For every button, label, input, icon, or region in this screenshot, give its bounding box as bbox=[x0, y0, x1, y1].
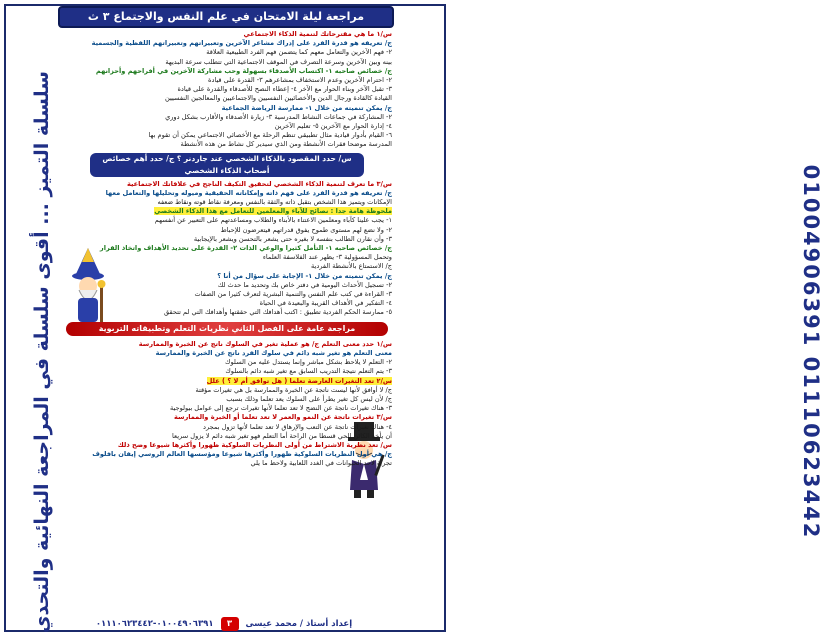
body-line: ٢- ولا نضع لهم مستوى طموح يفوق قدراتهم فيتعرضون للإحباط bbox=[220, 225, 392, 234]
footer-phones: ٠١٠٠٤٩٠٦٣٩١-٠١١١٠٦٢٣٤٤٢ bbox=[95, 619, 214, 629]
body-line: ج/ الاستمتاع بالأنشطة الفردية bbox=[310, 262, 392, 271]
body-line: ٤- التفكير في الأهداف القريبة والبعيدة في الحياة bbox=[259, 299, 392, 308]
body-line: ٤- هناك تغيرات ناتجة عن التعب والإرهاق لا تعد تعلما لأنها تزول بمجرد bbox=[203, 422, 392, 431]
body-line: ٢- المشاركة في جماعات النشاط المدرسية ٣- زيارة الأصدقاء والأقارب بشكل دوري bbox=[165, 112, 392, 121]
body-line: تجربة لاحد الحيوانات في الغدد اللعابية ولاحظ ما يلي bbox=[250, 459, 392, 468]
body-line: ج/ خصائص صاحبه ١- اكتساب الأصدقاء بسهولة وحب مشاركة الآخرين في أفراحهم وأحزانهم bbox=[95, 66, 392, 75]
page-footer bbox=[84, 614, 364, 634]
body-line: ج/ لأن ليس كل تغير يطرأ على السلوك يعد تعلما وذلك بسبب bbox=[226, 394, 392, 403]
body-line: ٢- تسجيل الأحداث اليومية في دفتر خاص بك وتحديد ما حدث لك bbox=[217, 280, 392, 289]
body-line: ج/ يمكن تنميته من خلال ١- ممارسة الرياضة الجماعية bbox=[221, 103, 392, 112]
question-line: س/٣ تغيرات ناتجة عن النمو والعمر لا تعد تعلما أو الخبرة والممارسة bbox=[173, 413, 392, 422]
question-line: س/٣ ما تعرف لتنمية الذكاء الشخصي لتحقيق التكيف الناجح في علاقاتك الاجتماعية bbox=[126, 179, 392, 188]
body-line: ج/ خصائص صاحبه ١- التأمل كثيرا والوعي الذات ٢- القدرة على تحديد الأهداف واتخاذ القرار bbox=[99, 244, 392, 253]
right-side-band bbox=[396, 32, 823, 616]
body-line: ٢- فهم الآخرين والتعامل معهم كما يتضمن فهم الفرد الطبيعية العلاقة bbox=[206, 48, 392, 57]
body-line: ٢- التعلم لا يلاحظ بشكل مباشر وإنما يستدل عليه من السلوك bbox=[225, 358, 392, 367]
body-line: ج/ يمكن تنميته من خلال ١- الإجابة على سؤال من أنا ؟ bbox=[217, 271, 392, 280]
series-slogan: سلسلة التميز ... أقوى سلسلة في المراجعة النهائية والتحدي bbox=[31, 71, 53, 633]
note-line: ملحوظة هامة جدا : نصائح للآباء والمعلمين للتعامل مع هذا الذكاء الشخصي bbox=[154, 207, 392, 216]
body-line: ٣- يتم التعلم نتيجة التدريب السابق مع تغير شبه دائم بالسلوك bbox=[225, 367, 392, 376]
question-line: س/٢ تعد التغيرات العارضة تعلما ( هل توافق أم لا ؟ ) علل bbox=[206, 376, 392, 385]
body-line: ٥- ممارسة الحكم الفردية تطبيق : اكتب أهدافك التي حققتها وأهدافك التي لم تتحقق bbox=[164, 308, 392, 317]
body-line: ٦- القيام بأدوار قيادية مثال تطبيقي تنظم الرحلة مع الأخصائي الاجتماعي يمكن أن تقوم بها bbox=[148, 131, 392, 140]
body-line: ج/ تعريفه هو قدرة الفرد على إدراك مشاعر الآخرين وتعبيراتهم وتعبيراتهم اللفظية والجسمية bbox=[91, 39, 392, 48]
body-line: الإمكانات ويتميز هذا الشخص بتقبل ذاته والثقة بالنفس ومعرفة نقاط قوته ونقاط ضعفه bbox=[157, 198, 392, 207]
body-line: ج/ لا أوافق لأنها ليست ناتجة عن الخبرة والممارسة بل هي تغيرات مؤقتة bbox=[195, 385, 392, 394]
body-line: ٣- تقبل الآخر وبناء الحوار مع الآخر ٤- إعطاء النصح للأصدقاء والقدرة على قيادة bbox=[177, 85, 392, 94]
body-line: ج/ هي أول النظريات السلوكية ظهورا وأكثرها شيوعا ومؤسسها العالم الروسي إيفان بافلوف bbox=[92, 450, 392, 459]
question-line: س/١ ما هي مقترحاتك لتنمية الذكاء الاجتماعي bbox=[243, 30, 392, 38]
body-line: ١- يجب علينا كآباء ومعلمين الاعتناء بالأبناء والطلاب ومساعدتهم على التعبير عن أنفسهم bbox=[154, 216, 392, 225]
body-line: ٤- إدارة الحوار مع الآخرين ٥- تعليم الآخرين bbox=[274, 122, 392, 131]
body-line: ٣- القراءة في كتب علم النفس والتنمية البشرية لتعرف كثيرا من الصفات bbox=[194, 290, 392, 299]
body-line: ٣- وأن نقارن الطالب بنفسه لا بغيره حتى يشعر بالتحسن ويشعر بالإيجابية bbox=[193, 234, 392, 243]
highlight-bar: س/ حدد المقصود بالذكاء الشخصي عند جاردنر ؟ ج/ حدد أهم خصائص أصحاب الذكاء الشخصي bbox=[90, 153, 364, 177]
document-body bbox=[60, 30, 394, 616]
section-banner: مراجعة عامة على الفصل الثاني نظريات التعلم وتطبيقاته التربوية bbox=[66, 322, 388, 336]
question-line: س/ تعد نظرية الاشتراط من أولى النظريات السلوكية ظهورا وأكثرها شيوعا وضح ذلك bbox=[117, 440, 392, 449]
body-line: ج/ تعريفه هو قدرة الفرد على فهم ذاته وإمكاناته الحقيقية وميوله وتحليلها والتعامل معها bbox=[105, 188, 392, 197]
left-side-band bbox=[8, 32, 58, 633]
page-number: ٣ bbox=[221, 617, 239, 631]
body-line: المدرسة موضحا فقرات الأنشطة ومن الذي سيدير كل نشاط من هذه الأنشطة bbox=[180, 140, 392, 149]
body-line: ٢- احترام الآخرين وعدم الاستخفاف بمشاعرهم ٣- القدرة على قيادة bbox=[208, 76, 392, 85]
body-line: معنى التعلم هو تغير شبه دائم في سلوك الفرد ناتج عن الخبرة والممارسة bbox=[155, 348, 392, 357]
page-title: مراجعة ليلة الامتحان في علم النفس والاجتماع ٣ ث bbox=[58, 6, 394, 28]
phone-numbers-vertical: 01004906391 01110623442 bbox=[799, 164, 823, 540]
body-line: ٣- هناك تغيرات ناتجة عن النضج لا تعد تعلما لأنها تغيرات ترجع إلى عوامل بيولوجية bbox=[169, 404, 392, 413]
body-line: بينه وبين الآخرين وسرعة التصرف في الموقف الاجتماعية التي تتطلب سرعة البديهة bbox=[165, 57, 392, 66]
author-credit: إعداد أستاذ / محمد عيسى bbox=[245, 619, 353, 629]
body-line: أن يأخذ الكائن الحي قسطا من الراحة أما التعلم فهو تغير شبه دائم لا يزول سريعا bbox=[172, 431, 392, 440]
body-line: القيادة كالقادة ورجال الدين والأخصائيين النفسيين والاجتماعيين والمعالجين النفسيين bbox=[164, 94, 392, 103]
body-line: وتحمل المسؤولية ٣- يظهر عند الفلاسفة العلماء bbox=[262, 253, 392, 262]
question-line: س/١ حدد معنى التعلم ج/ هو عملية تغير في السلوك ناتج عن الخبرة والممارسة bbox=[138, 339, 392, 348]
